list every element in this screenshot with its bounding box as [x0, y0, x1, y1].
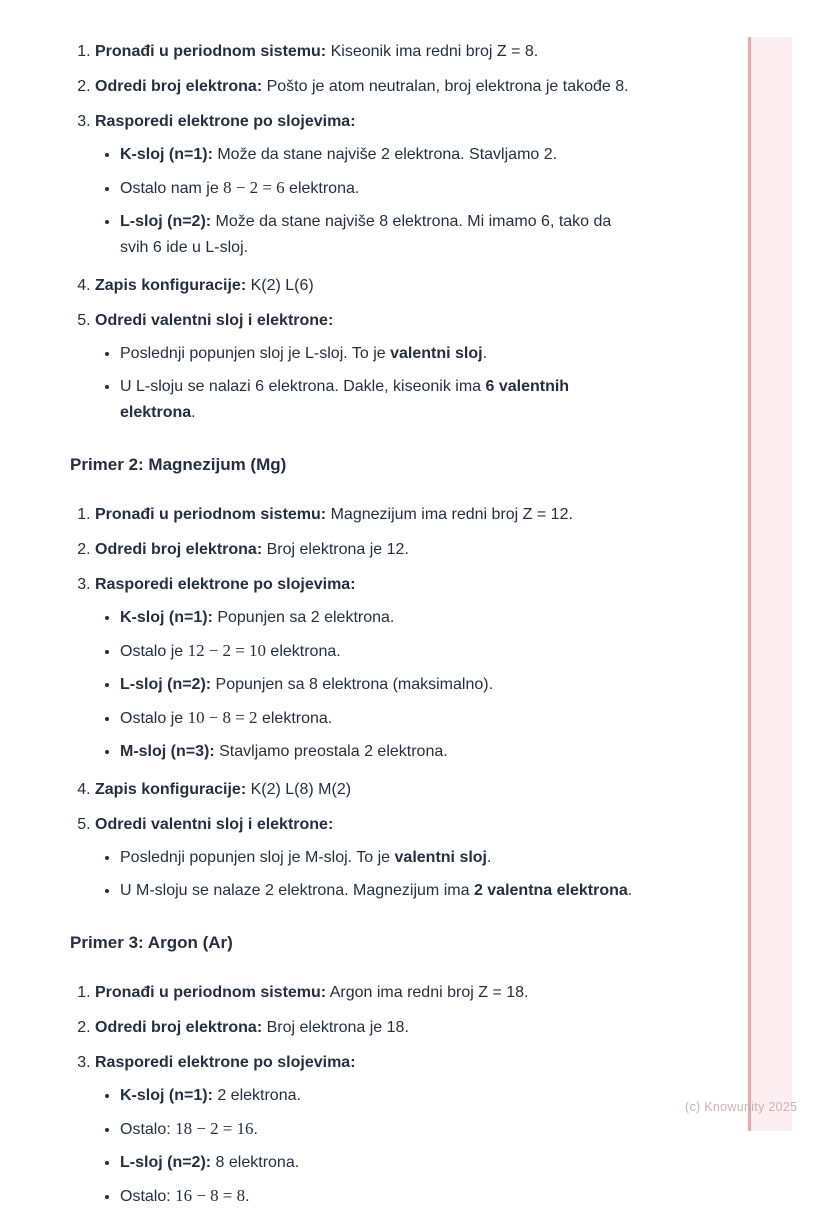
bold-text: K-sloj (n=1): [120, 146, 213, 163]
list-item-text [95, 1054, 356, 1071]
text: . [245, 1188, 250, 1205]
list-item [120, 845, 718, 871]
list-item [95, 1050, 718, 1210]
list-item-text [95, 781, 351, 798]
text: elektrona. [265, 643, 341, 660]
list-item-text [120, 146, 557, 163]
list-item-text [95, 312, 333, 329]
bold-text: valentni sloj [394, 849, 487, 866]
bold-text: Zapis konfiguracije: [95, 781, 247, 798]
watermark: (c) Knowunity 2025 [685, 1100, 798, 1114]
list-item [95, 74, 718, 100]
list-item-text [120, 676, 493, 693]
bold-text: L-sloj (n=2): [120, 213, 212, 230]
list-item [95, 812, 718, 904]
text: Pošto je atom neutralan, broj elektrona je takođe 8. [262, 78, 629, 95]
text: svih 6 ide u L-sloj. [120, 239, 249, 256]
list-item [120, 175, 718, 202]
list-item-text [120, 213, 611, 256]
list-item [95, 308, 718, 426]
math-text: 16 − 8 = 8 [175, 1186, 246, 1205]
list-item [120, 739, 718, 765]
text: Ostalo je [120, 643, 188, 660]
section-heading-primer-3: Primer 3: Argon (Ar) [70, 933, 233, 952]
bold-text: 6 valentnih [485, 378, 570, 395]
list-item-text [120, 609, 394, 626]
list-item-text [120, 345, 487, 362]
list-item [95, 109, 718, 261]
list-item-text [95, 113, 356, 130]
text: Argon ima redni broj Z = 18. [326, 984, 529, 1001]
list-item [120, 374, 718, 426]
list-item-text [120, 1188, 250, 1205]
bold-text: Pronađi u periodnom sistemu: [95, 43, 327, 60]
text: K(2) L(8) M(2) [246, 781, 352, 798]
bullet-list [95, 341, 718, 426]
bullet-list [95, 605, 718, 765]
text: Broj elektrona je 12. [262, 541, 409, 558]
list-item-text [95, 1019, 409, 1036]
math-text: 12 − 2 = 10 [187, 641, 266, 660]
bold-text: valentni sloj [390, 345, 483, 362]
text: . [191, 404, 196, 421]
list-item [95, 273, 718, 299]
list-item-text [95, 576, 356, 593]
text: elektrona. [257, 710, 333, 727]
list-item-text [95, 984, 528, 1001]
bold-text: Odredi broj elektrona: [95, 1019, 263, 1036]
list-item [95, 1015, 718, 1041]
text: Ostalo nam je [120, 180, 224, 197]
list-item-text [95, 541, 409, 558]
list-item [120, 341, 718, 367]
ordered-list-argon [70, 980, 718, 1210]
text: U M-sloju se nalaze 2 elektrona. Magnezijum ima [120, 882, 474, 899]
list-item-text [120, 743, 448, 760]
bold-text: 2 valentna elektrona [473, 882, 628, 899]
bullet-list [95, 845, 718, 904]
bullet-list [95, 1083, 718, 1210]
text: Magnezijum ima redni broj Z = 12. [326, 506, 573, 523]
text: 8 elektrona. [211, 1154, 300, 1171]
list-item [120, 705, 718, 732]
text: Može da stane najviše 8 elektrona. Mi imamo 6, tako da [211, 213, 612, 230]
list-item [120, 878, 718, 904]
bold-text: Pronađi u periodnom sistemu: [95, 984, 327, 1001]
bullet-list [95, 142, 718, 261]
list-item-text [95, 816, 333, 833]
list-item [95, 537, 718, 563]
bold-text: Zapis konfiguracije: [95, 277, 247, 294]
list-item [120, 1183, 718, 1210]
list-item-text [95, 43, 538, 60]
text: Ostalo: [120, 1121, 176, 1138]
text: Ostalo: [120, 1188, 176, 1205]
list-item [120, 1083, 718, 1109]
list-item-text [95, 506, 573, 523]
list-item-text [120, 710, 332, 727]
list-item [95, 502, 718, 528]
list-item [120, 1150, 718, 1176]
ordered-list-magnezijum [70, 502, 718, 904]
list-item-text [120, 1087, 301, 1104]
bold-text: Rasporedi elektrone po slojevima: [95, 1054, 356, 1071]
list-item [120, 672, 718, 698]
math-text: 10 − 8 = 2 [187, 708, 258, 727]
text: Broj elektrona je 18. [262, 1019, 409, 1036]
list-item [120, 209, 718, 261]
ordered-list-kiseonik [70, 39, 718, 426]
list-item [95, 572, 718, 765]
bold-text: elektrona [120, 404, 192, 421]
list-item-text [120, 180, 359, 197]
text: . [482, 345, 488, 362]
list-item [95, 39, 718, 65]
text: Poslednji popunjen sloj je M-sloj. To je [120, 849, 395, 866]
list-item [120, 142, 718, 168]
section-heading-primer-2: Primer 2: Magnezijum (Mg) [70, 455, 287, 474]
document-body [70, 30, 718, 1222]
text: . [487, 849, 492, 866]
math-text: 8 − 2 = 6 [223, 178, 285, 197]
text: Ostalo je [120, 710, 188, 727]
text: 2 elektrona. [212, 1087, 301, 1104]
pink-highlight-bar [748, 37, 792, 1131]
list-item-text [120, 378, 569, 421]
bold-text: Odredi broj elektrona: [95, 541, 263, 558]
list-item [95, 777, 718, 803]
list-item-text [120, 882, 632, 899]
list-item [120, 1116, 718, 1143]
list-item [120, 605, 718, 631]
text: elektrona. [284, 180, 360, 197]
text: Popunjen sa 8 elektrona (maksimalno). [211, 676, 494, 693]
list-item [95, 980, 718, 1006]
bold-text: Odredi valentni sloj i elektrone: [95, 312, 334, 329]
bold-text: L-sloj (n=2): [120, 1154, 212, 1171]
bold-text: Pronađi u periodnom sistemu: [95, 506, 327, 523]
bold-text: Odredi broj elektrona: [95, 78, 263, 95]
list-item [120, 638, 718, 665]
bold-text: K-sloj (n=1): [120, 1087, 213, 1104]
text: Poslednji popunjen sloj je L-sloj. To je [120, 345, 391, 362]
list-item-text [120, 1121, 258, 1138]
bold-text: Rasporedi elektrone po slojevima: [95, 113, 356, 130]
text: Može da stane najviše 2 elektrona. Stavljamo 2. [212, 146, 558, 163]
list-item-text [120, 1154, 299, 1171]
bold-text: K-sloj (n=1): [120, 609, 213, 626]
list-item-text [120, 643, 341, 660]
list-item-text [95, 277, 314, 294]
list-item-text [120, 849, 491, 866]
text: Stavljamo preostala 2 elektrona. [214, 743, 448, 760]
bold-text: Rasporedi elektrone po slojevima: [95, 576, 356, 593]
list-item-text [95, 78, 629, 95]
text: K(2) L(6) [246, 277, 314, 294]
bold-text: M-sloj (n=3): [120, 743, 215, 760]
text: U L-sloju se nalazi 6 elektrona. Dakle, kiseonik ima [120, 378, 486, 395]
text: Kiseonik ima redni broj Z = 8. [326, 43, 539, 60]
text: . [253, 1121, 258, 1138]
math-text: 18 − 2 = 16 [175, 1119, 254, 1138]
text: Popunjen sa 2 elektrona. [212, 609, 395, 626]
bold-text: Odredi valentni sloj i elektrone: [95, 816, 334, 833]
bold-text: L-sloj (n=2): [120, 676, 212, 693]
text: . [627, 882, 633, 899]
